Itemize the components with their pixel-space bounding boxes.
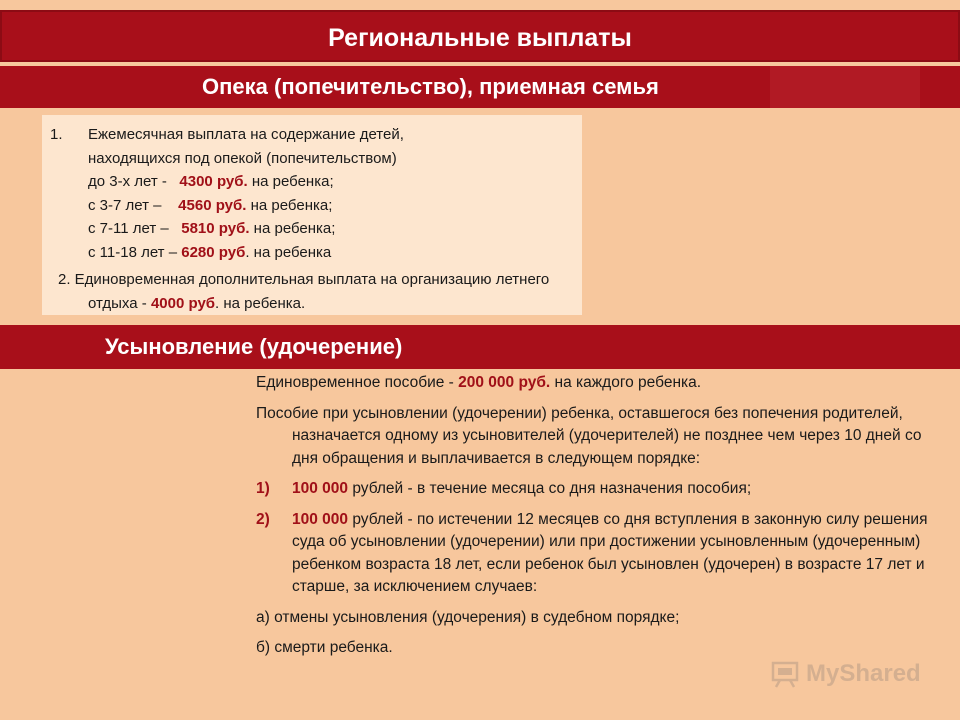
- lump-sum-line: [256, 372, 946, 395]
- rate-age: до 3-х лет -: [88, 173, 180, 190]
- item-line: Ежемесячная выплата на содержание детей,: [88, 126, 404, 143]
- rate-amount: 5810 руб.: [181, 220, 250, 237]
- rate-suffix: . на ребенка: [245, 243, 332, 261]
- presentation-board-icon: [770, 659, 800, 689]
- watermark-text: MyShared: [806, 660, 921, 687]
- rate-age: с 3-7 лет –: [88, 196, 179, 214]
- exception-a: а) отмены усыновления (удочерения) в судебном порядке;: [256, 608, 680, 626]
- item2-text: 2. Единовременная дополнительная выплата на организацию летнего отдыха -: [58, 271, 550, 312]
- adoption-paragraph: Пособие при усыновлении (удочерении) ребенка, оставшегося без попечения родителей, назначается одному из усыновителей (удочерителей) не позднее чем через 10 дней со дня обращения и выплачивается в следующем порядке:: [256, 404, 922, 467]
- page-title-bar: [0, 10, 960, 62]
- item2-suffix: . на ребенка.: [215, 294, 306, 312]
- adoption-heading: Усыновление (удочерение): [105, 334, 403, 359]
- rate-age: с 11-18 лет –: [88, 243, 182, 261]
- rate-row: [88, 241, 572, 265]
- list-number: 1.: [50, 126, 63, 143]
- rate-amount: 6280 руб: [181, 243, 246, 261]
- rate-suffix: на ребенка;: [249, 220, 336, 237]
- payment-step: [256, 478, 946, 501]
- step-text: рублей - в течение месяца со дня назначения пособия;: [348, 480, 752, 497]
- exception-b: б) смерти ребенка.: [256, 639, 393, 656]
- item-line: находящихся под опекой (попечительством): [88, 149, 397, 167]
- heading-bar-accent: [770, 66, 920, 108]
- step-amount: 100 000: [292, 480, 349, 497]
- rate-amount: 4300 руб.: [179, 173, 248, 190]
- lump-sum-label: Единовременное пособие -: [256, 374, 459, 391]
- step-number: 1): [256, 480, 270, 497]
- rate-row: [88, 170, 572, 194]
- lump-sum-amount: 200 000 руб.: [458, 374, 551, 391]
- list-item: [50, 268, 572, 315]
- rate-row: [88, 194, 572, 218]
- rate-row: [88, 217, 572, 241]
- adoption-heading-bar: [0, 325, 960, 369]
- guardianship-box: [42, 115, 582, 315]
- rate-amount: 4560 руб.: [178, 196, 247, 214]
- list-item: [50, 123, 572, 264]
- page-title: Региональные выплаты: [328, 24, 632, 52]
- lump-sum-suffix: на каждого ребенка.: [550, 374, 702, 391]
- step-number: 2): [256, 510, 270, 528]
- watermark: [770, 656, 921, 692]
- adoption-text: [256, 372, 946, 668]
- item2-amount: 4000 руб: [150, 294, 216, 312]
- rate-suffix: на ребенка;: [247, 173, 334, 190]
- step-text: рублей - по истечении 12 месяцев со дня вступления в законную силу решения суда об усыновлении (удочерении) или при достижении усыновленным (удочеренным) ребенком возраста 18 лет, если ребенок был усыновлен (удочерен) в возрасте 17 лет и старше, за исключением случаев:: [292, 510, 928, 595]
- step-amount: 100 000: [292, 510, 349, 528]
- rate-suffix: на ребенка;: [246, 196, 333, 214]
- payment-step: [256, 509, 946, 599]
- rate-age: с 7-11 лет –: [88, 220, 182, 237]
- guardianship-heading-bar: [0, 66, 960, 108]
- guardianship-heading: Опека (попечительство), приемная семья: [202, 74, 659, 99]
